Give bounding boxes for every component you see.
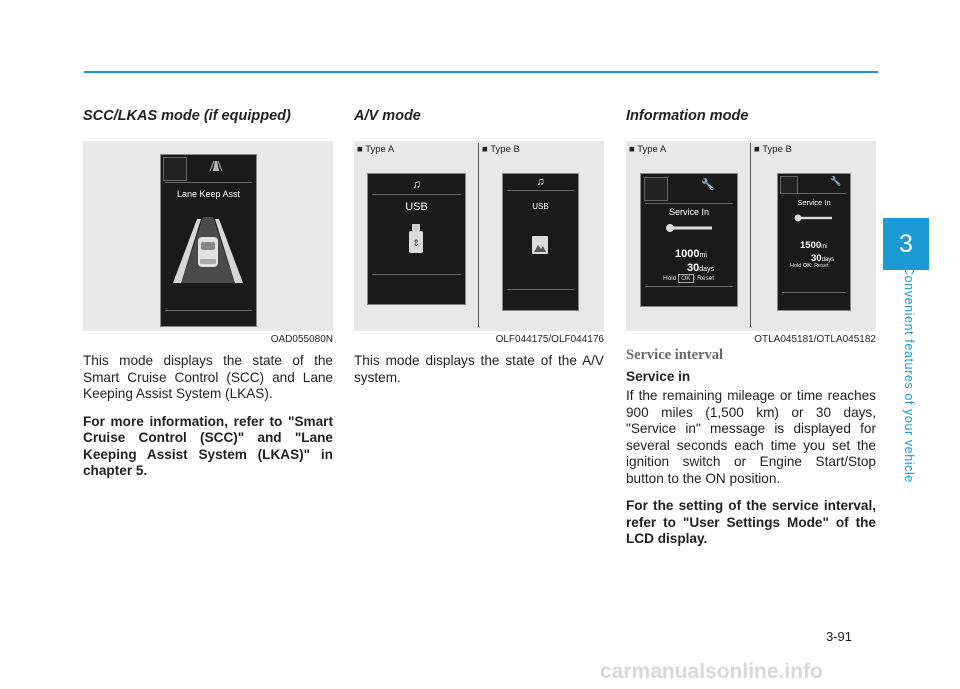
chapter-tab	[883, 218, 929, 270]
reset-text: : Reset	[693, 275, 715, 282]
divider	[165, 310, 252, 311]
section-heading: Information mode	[626, 108, 749, 124]
divider	[372, 274, 461, 275]
service-title: Service In	[797, 198, 831, 207]
usb-label: USB	[532, 202, 549, 211]
figure-divider	[750, 143, 751, 327]
days-unit: days	[699, 266, 715, 273]
av-screen-type-a	[367, 173, 466, 305]
divider	[645, 203, 733, 204]
status-box	[780, 176, 798, 194]
days-value: 30	[687, 262, 700, 274]
service-screen-type-b	[777, 173, 851, 311]
usb-label: USB	[405, 201, 428, 213]
lka-label: Lane Keep Asst	[176, 189, 241, 199]
service-title: Service In	[668, 207, 710, 217]
image-code: OTLA045181/OTLA045182	[754, 334, 876, 345]
divider	[165, 182, 252, 183]
av-screen-type-b	[502, 173, 579, 311]
body-paragraph: If the remaining mileage or time reaches 900 miles (1,500 km) or 30 days, "Service in" message is displayed for several seconds each time you set the ignition switch or Engine Start/Stop button to the ON position.	[626, 388, 876, 486]
days-value: 30	[811, 253, 822, 264]
image-code: OLF044175/OLF044176	[495, 334, 604, 345]
section-heading: SCC/LKAS mode (if equipped)	[83, 108, 291, 124]
body-paragraph-bold: For more information, refer to "Smart Cruise Control (SCC)" and "Lane Keeping Assist System (LKAS)" in chapter 5.	[83, 413, 333, 478]
hold-text: Hold	[790, 263, 802, 269]
figure-divider	[478, 143, 479, 327]
body-paragraph: This mode displays the state of the Smart Cruise Control (SCC) and Lane Keeping Assist System (LKAS).	[83, 353, 333, 401]
divider	[372, 194, 461, 195]
service-screen-type-a	[640, 173, 738, 307]
wrench-long-icon	[794, 214, 834, 222]
section-information-mode	[626, 108, 876, 548]
header-rule	[84, 71, 878, 73]
chapter-title: Convenient features of your vehicle	[902, 266, 916, 483]
body-paragraph-bold: For the setting of the service interval, refer to "User Settings Mode" of the LCD display.	[626, 498, 876, 546]
divider	[782, 193, 846, 194]
hold-ok-reset-hint	[790, 263, 829, 269]
music-note-icon: ♫	[536, 176, 545, 188]
distance-value: 1000	[675, 248, 700, 260]
divider	[645, 286, 733, 287]
page-number: 3-91	[826, 629, 853, 644]
cluster-figure-lkas	[83, 141, 333, 345]
wrench-icon: 🔧	[830, 176, 842, 186]
cluster-figure-service	[626, 141, 876, 345]
divider	[507, 190, 574, 191]
distance-unit: mi	[699, 252, 707, 259]
hold-ok-reset-hint	[663, 275, 714, 282]
distance-value: 1500	[800, 240, 822, 251]
ok-badge: OK	[802, 263, 812, 269]
body-paragraph: This mode displays the state of the A/V system.	[354, 353, 604, 385]
subheading-service-in: Service in	[626, 369, 691, 384]
section-heading: A/V mode	[354, 108, 421, 124]
image-file-icon	[532, 236, 548, 254]
cluster-screen	[160, 154, 257, 327]
chapter-number: 3	[899, 229, 913, 258]
hold-text: Hold	[663, 275, 677, 282]
usb-stick-icon	[408, 224, 424, 254]
days-unit: days	[821, 257, 835, 263]
cluster-figure-av	[354, 141, 604, 345]
wrench-long-icon	[665, 223, 715, 233]
divider	[507, 289, 574, 290]
status-box	[163, 157, 187, 181]
svg-text:⇕: ⇕	[412, 239, 420, 249]
lane-icon	[209, 161, 223, 171]
type-b-label: ■ Type B	[482, 144, 520, 155]
car-lane-graphic	[167, 215, 249, 283]
section-av-mode	[354, 108, 604, 386]
section-scc-lkas	[83, 108, 333, 480]
ok-badge: OK	[678, 274, 693, 283]
type-a-label: ■ Type A	[629, 144, 667, 155]
footer-watermark: carmanualsonline.info	[600, 660, 823, 683]
subheading-service-interval: Service interval	[626, 347, 724, 363]
divider	[782, 292, 846, 293]
status-box	[644, 177, 668, 201]
wrench-icon: 🔧	[701, 179, 715, 191]
distance-unit: mi	[821, 244, 828, 250]
type-a-label: ■ Type A	[357, 144, 395, 155]
music-note-icon: ♫	[412, 177, 421, 191]
type-b-label: ■ Type B	[754, 144, 792, 155]
reset-text: : Reset	[811, 263, 829, 269]
image-code: OAD055080N	[270, 334, 333, 345]
